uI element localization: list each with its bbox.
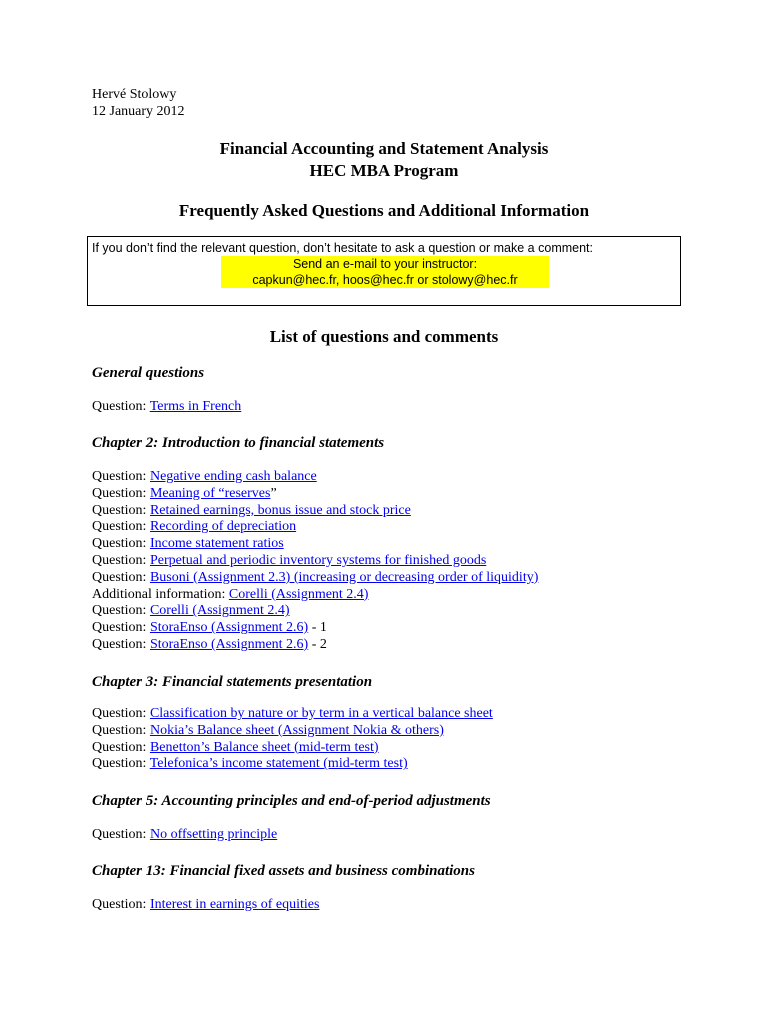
question-link[interactable]: Retained earnings, bonus issue and stock price xyxy=(149,502,411,518)
question-link[interactable]: Corelli (Assignment 2.4) xyxy=(228,586,369,602)
question-item xyxy=(92,637,327,654)
question-suffix: - 1 xyxy=(308,620,327,636)
question-link[interactable]: Meaning of “reserves xyxy=(149,485,271,501)
question-link[interactable]: Benetton’s Balance sheet (mid-term test) xyxy=(149,739,379,755)
contact-notice-box xyxy=(87,236,681,306)
question-prefix: Question: xyxy=(92,399,150,414)
question-link[interactable]: Busoni (Assignment 2.3) (increasing or decreasing order of liquidity) xyxy=(149,569,539,585)
question-prefix: Question: xyxy=(92,897,150,912)
question-prefix: Question: xyxy=(92,637,150,652)
question-item xyxy=(92,570,538,587)
question-item xyxy=(92,827,277,844)
section-heading-ch5: Chapter 5: Accounting principles and end-of-period adjustments xyxy=(92,793,491,809)
question-prefix: Additional information: xyxy=(92,586,229,602)
question-item xyxy=(92,536,284,553)
section-heading-ch2: Chapter 2: Introduction to financial statements xyxy=(92,435,385,451)
question-prefix: Question: xyxy=(92,485,150,501)
question-prefix: Question: xyxy=(92,620,150,636)
author-name: Hervé Stolowy xyxy=(92,87,177,102)
question-link[interactable]: No offsetting principle xyxy=(149,827,278,842)
section-heading-ch13: Chapter 13: Financial fixed assets and business combinations xyxy=(92,863,475,879)
question-item xyxy=(92,469,317,486)
question-prefix: Question: xyxy=(92,603,150,619)
question-link[interactable]: Perpetual and periodic inventory systems for finished goods xyxy=(149,553,487,568)
question-prefix: Question: xyxy=(92,756,150,772)
question-prefix: Question: xyxy=(92,739,150,755)
question-link[interactable]: Corelli (Assignment 2.4) xyxy=(149,603,290,619)
question-link[interactable]: Income statement ratios xyxy=(149,536,284,552)
question-prefix: Question: xyxy=(92,722,150,738)
question-item xyxy=(92,587,368,604)
question-prefix: Question: xyxy=(92,706,150,721)
notice-emails[interactable]: capkun@hec.fr, hoos@hec.fr or stolowy@hec.fr xyxy=(221,272,549,288)
question-link[interactable]: Negative ending cash balance xyxy=(149,469,317,484)
section-heading-ch3: Chapter 3: Financial statements presentation xyxy=(92,674,373,690)
course-title: Financial Accounting and Statement Analysis xyxy=(219,139,549,158)
question-link[interactable]: Telefonica’s income statement (mid-term test) xyxy=(149,756,408,772)
question-link[interactable]: Terms in French xyxy=(149,399,242,414)
question-prefix: Question: xyxy=(92,553,150,568)
question-link[interactable]: StoraEnso (Assignment 2.6) xyxy=(149,637,309,652)
question-prefix: Question: xyxy=(92,827,150,842)
question-link[interactable]: Recording of depreciation xyxy=(149,519,297,535)
notice-intro: If you don’t find the relevant question, don’t hesitate to ask a question or make a comment: xyxy=(92,241,593,255)
question-item xyxy=(92,486,277,503)
list-title: List of questions and comments xyxy=(269,327,499,346)
question-prefix: Question: xyxy=(92,519,150,535)
question-item xyxy=(92,519,296,536)
question-prefix: Question: xyxy=(92,469,150,484)
question-item xyxy=(92,399,241,416)
question-prefix: Question: xyxy=(92,502,150,518)
question-item xyxy=(92,756,408,773)
question-item xyxy=(92,553,486,570)
question-item xyxy=(92,503,411,520)
question-suffix: ” xyxy=(270,485,277,501)
notice-send-line: Send an e-mail to your instructor: xyxy=(221,256,549,272)
document-date: 12 January 2012 xyxy=(92,104,185,119)
question-item xyxy=(92,620,327,637)
question-prefix: Question: xyxy=(92,536,150,552)
document-subtitle: Frequently Asked Questions and Additional Information xyxy=(178,201,590,220)
section-heading-general: General questions xyxy=(92,365,205,381)
question-link[interactable]: Classification by nature or by term in a vertical balance sheet xyxy=(149,706,493,721)
question-item xyxy=(92,603,290,620)
question-item xyxy=(92,897,319,914)
question-link[interactable]: StoraEnso (Assignment 2.6) xyxy=(149,620,309,636)
question-prefix: Question: xyxy=(92,569,150,585)
question-item xyxy=(92,706,493,723)
question-suffix: - 2 xyxy=(308,637,327,652)
question-link[interactable]: Nokia’s Balance sheet (Assignment Nokia & others) xyxy=(149,722,444,738)
question-link[interactable]: Interest in earnings of equities xyxy=(149,897,320,912)
question-item xyxy=(92,723,444,740)
program-title: HEC MBA Program xyxy=(309,161,459,180)
question-item xyxy=(92,740,379,757)
